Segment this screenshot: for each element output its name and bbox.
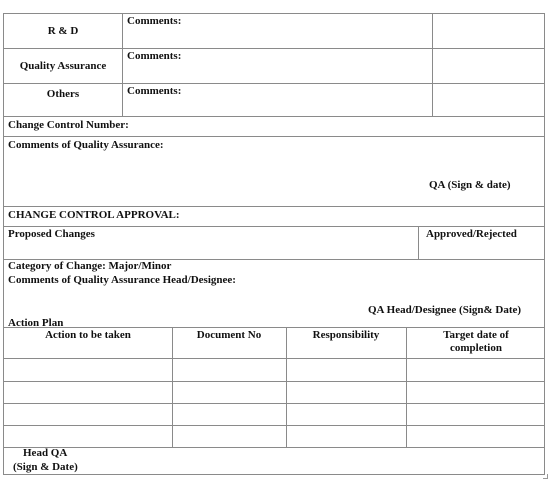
change-control-number-label: Change Control Number: [8,119,129,131]
qa-head-comments-label: Comments of Quality Assurance Head/Designee: [8,274,236,286]
head-qa-sign-label: (Sign & Date) [13,461,78,473]
department-name: Quality Assurance [19,60,107,72]
category-label: Category of Change: Major/Minor [8,260,172,272]
column-header: Action to be taken [45,329,131,341]
row-divider [4,381,544,382]
column-divider [432,14,433,116]
column-divider [172,327,173,447]
row-divider [4,226,544,227]
row-divider [4,83,544,84]
comments-label: Comments: [127,85,182,97]
department-name: R & D [47,25,79,37]
qa-sign-label: QA (Sign & date) [429,179,511,191]
column-header: Responsibility [312,329,380,341]
column-divider [286,327,287,447]
approved-rejected-label: Approved/Rejected [426,228,517,240]
page-corner-mark [543,474,548,479]
change-control-form [3,13,545,475]
comments-label: Comments: [127,50,182,62]
row-divider [4,136,544,137]
row-divider [4,358,544,359]
row-divider [4,425,544,426]
comments-label: Comments: [127,15,182,27]
row-divider [4,206,544,207]
row-divider [4,48,544,49]
column-header: Target date of completion [443,329,509,354]
column-divider [406,327,407,447]
head-qa-label: Head QA [23,447,68,459]
action-plan-label: Action Plan [8,317,64,329]
column-divider [122,14,123,116]
proposed-changes-label: Proposed Changes [8,228,95,240]
qa-comments-label: Comments of Quality Assurance: [8,139,164,151]
department-name: Others [46,88,80,100]
qa-head-sign-label: QA Head/Designee (Sign& Date) [368,304,522,316]
column-header: Document No [196,329,262,341]
row-divider [4,447,544,448]
row-divider [4,403,544,404]
column-divider [418,226,419,259]
row-divider [4,327,544,328]
approval-heading: CHANGE CONTROL APPROVAL: [8,209,180,221]
row-divider [4,116,544,117]
